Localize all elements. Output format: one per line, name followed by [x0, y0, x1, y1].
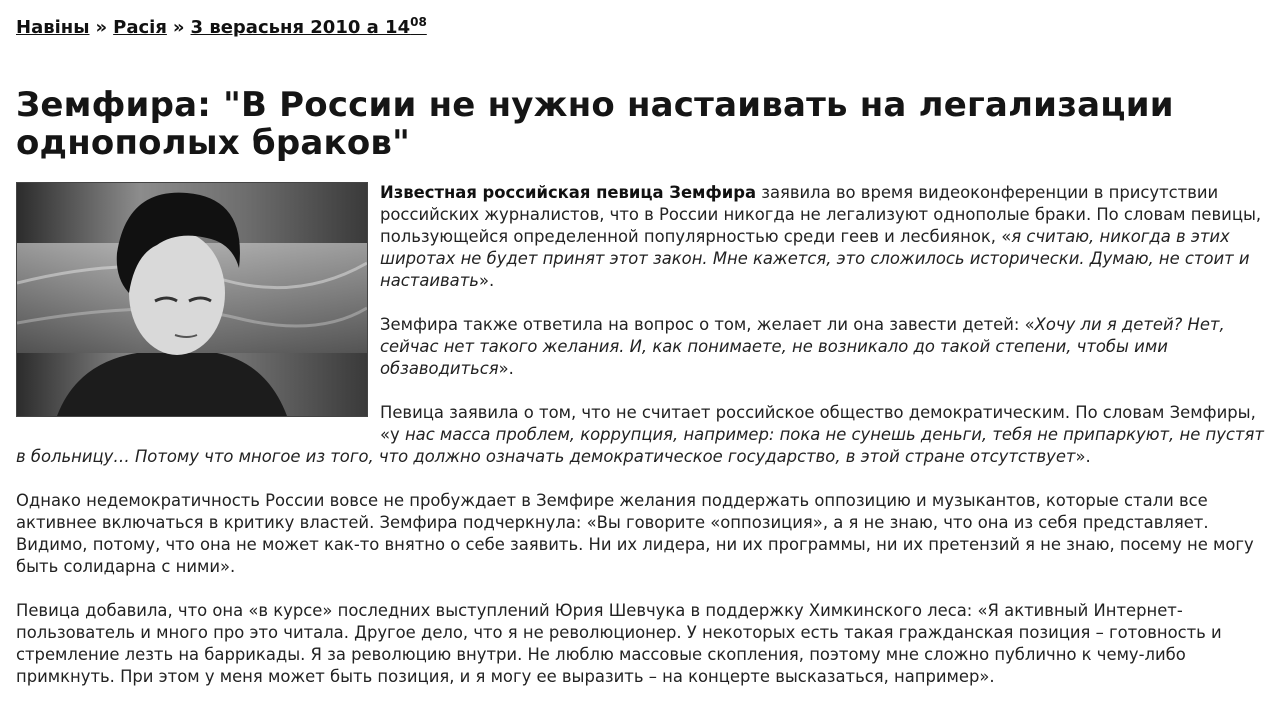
article-body: [16, 182, 1264, 688]
article-title: Земфира: "В России не нужно настаивать на легализации однополых браков": [16, 85, 1174, 163]
breadcrumb-time-minutes: 08: [410, 15, 427, 29]
breadcrumb-separator: »: [172, 17, 185, 38]
paragraph-end: ».: [478, 271, 495, 290]
paragraph-quote: Хочу ли я детей? Нет, сейчас нет такого желания. И, как понимаете, не возникало до такой степени, чтобы ими обзаводиться: [380, 315, 1225, 378]
paragraph-text: Певица заявила о том, что не считает российское общество демократическим. По словам Земфиры, «у: [380, 403, 1256, 444]
breadcrumb-separator: »: [95, 17, 108, 38]
paragraph-end: ».: [498, 359, 514, 378]
breadcrumb-link-date[interactable]: [191, 17, 427, 38]
article-paragraph: Однако недемократичность России вовсе не пробуждает в Земфире желания поддержать оппозицию и музыкантов, которые стали все активнее включаться в критику властей. Земфира подчеркнула: «Вы говорите «оппозиция», а я не знаю, что она из себя представляет. Видимо, потому, что она не может как-то внятно о себе заявить. Ни их лидера, ни их программы, ни их претензий я не знаю, посему не могу быть солидарна с ними».: [16, 491, 1254, 576]
portrait-image-icon: [17, 183, 367, 416]
paragraph-quote: нас масса проблем, коррупция, например: пока не сунешь деньги, тебя не припаркуют, не пустят в больницу… Потому что многое из того, что должно означать демократическое государство, в этой стране отсутствует: [16, 425, 1264, 466]
paragraph-end: ».: [1075, 447, 1091, 466]
paragraph-text: заявила во время видеоконференции в присутствии российских журналистов, что в России никогда не легализуют однополые браки. По словам певицы, пользующейся определенной популярностью среди геев и лесбиянок, «: [380, 183, 1262, 246]
paragraph-lead: Известная российская певица Земфира: [380, 183, 757, 202]
breadcrumb-date: 3 верасьня 2010 а 14: [190, 17, 411, 38]
breadcrumb-link-news[interactable]: Навіны: [16, 17, 90, 38]
breadcrumb: [16, 14, 1264, 42]
paragraph-quote: я считаю, никогда в этих широтах не будет принят этот закон. Мне кажется, это сложилось исторически. Думаю, не стоит и настаивать: [380, 227, 1250, 290]
paragraph-text: Земфира также ответила на вопрос о том, желает ли она завести детей: «: [380, 315, 1035, 334]
breadcrumb-link-russia[interactable]: Расія: [113, 17, 167, 38]
article-photo: [16, 182, 368, 417]
article-paragraph: Певица добавила, что она «в курсе» последних выступлений Юрия Шевчука в поддержку Химкинского леса: «Я активный Интернет-пользователь и много про это читала. Другое дело, что я не революционер. У некоторых есть такая гражданская позиция – готовность и стремление лезть на баррикады. Я за революцию внутри. Не люблю массовые скопления, поэтому мне сложно публично к чему-либо примкнуть. При этом у меня может быть позиция, и я могу ее выразить – на концерте высказаться, например».: [16, 601, 1222, 686]
